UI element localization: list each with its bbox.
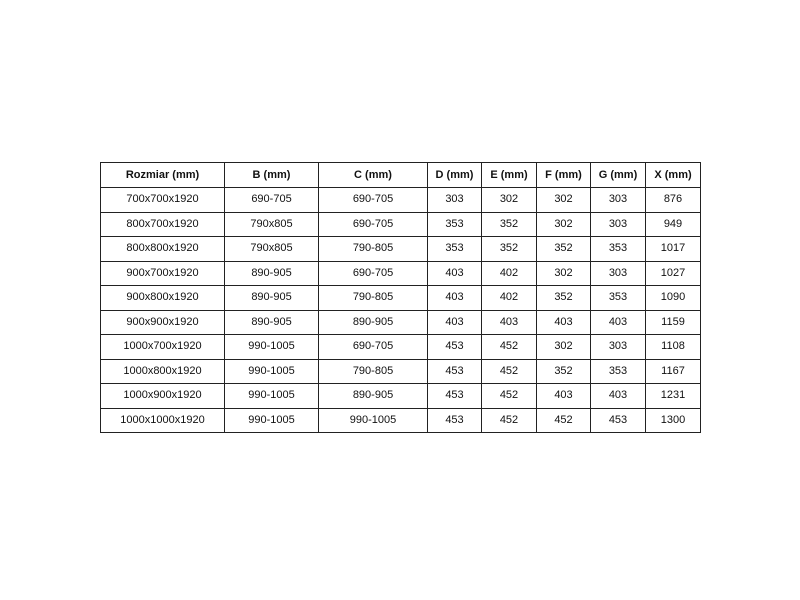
table-cell: 403 bbox=[591, 310, 646, 335]
table-cell: 876 bbox=[646, 188, 701, 213]
table-cell: 452 bbox=[482, 408, 537, 433]
table-row bbox=[101, 408, 701, 433]
table-cell: 890-905 bbox=[319, 310, 428, 335]
table-cell: 690-705 bbox=[319, 212, 428, 237]
table-cell: 1000x700x1920 bbox=[101, 335, 225, 360]
table-cell: 303 bbox=[591, 188, 646, 213]
header-cell-rozmiar: Rozmiar (mm) bbox=[101, 163, 225, 188]
table-cell: 890-905 bbox=[225, 286, 319, 311]
header-cell-b: B (mm) bbox=[225, 163, 319, 188]
table-cell: 453 bbox=[591, 408, 646, 433]
table-cell: 900x800x1920 bbox=[101, 286, 225, 311]
table-cell: 303 bbox=[591, 212, 646, 237]
header-cell-g: G (mm) bbox=[591, 163, 646, 188]
table-row bbox=[101, 212, 701, 237]
table-cell: 900x700x1920 bbox=[101, 261, 225, 286]
table-cell: 352 bbox=[537, 359, 591, 384]
table-row bbox=[101, 237, 701, 262]
table-cell: 890-905 bbox=[225, 310, 319, 335]
table-cell: 352 bbox=[482, 237, 537, 262]
header-row bbox=[101, 163, 701, 188]
table-cell: 453 bbox=[428, 359, 482, 384]
table-cell: 352 bbox=[482, 212, 537, 237]
table-cell: 453 bbox=[428, 335, 482, 360]
table-row bbox=[101, 335, 701, 360]
table-cell: 790x805 bbox=[225, 212, 319, 237]
table-cell: 302 bbox=[537, 188, 591, 213]
table-cell: 353 bbox=[428, 212, 482, 237]
table-cell: 403 bbox=[591, 384, 646, 409]
table-row bbox=[101, 188, 701, 213]
table-cell: 303 bbox=[428, 188, 482, 213]
table-cell: 900x900x1920 bbox=[101, 310, 225, 335]
table-cell: 1167 bbox=[646, 359, 701, 384]
dimensions-table-container bbox=[100, 162, 700, 433]
table-cell: 452 bbox=[482, 359, 537, 384]
table-cell: 452 bbox=[482, 335, 537, 360]
table-cell: 690-705 bbox=[225, 188, 319, 213]
table-cell: 990-1005 bbox=[225, 359, 319, 384]
table-row bbox=[101, 310, 701, 335]
table-cell: 403 bbox=[537, 310, 591, 335]
table-cell: 1017 bbox=[646, 237, 701, 262]
table-cell: 1231 bbox=[646, 384, 701, 409]
table-cell: 890-905 bbox=[319, 384, 428, 409]
table-cell: 353 bbox=[591, 286, 646, 311]
table-cell: 990-1005 bbox=[319, 408, 428, 433]
table-row bbox=[101, 359, 701, 384]
table-cell: 452 bbox=[482, 384, 537, 409]
table-cell: 790-805 bbox=[319, 237, 428, 262]
table-cell: 800x800x1920 bbox=[101, 237, 225, 262]
header-cell-d: D (mm) bbox=[428, 163, 482, 188]
table-cell: 302 bbox=[482, 188, 537, 213]
table-cell: 402 bbox=[482, 286, 537, 311]
table-cell: 1159 bbox=[646, 310, 701, 335]
table-cell: 302 bbox=[537, 261, 591, 286]
table-cell: 403 bbox=[482, 310, 537, 335]
table-cell: 403 bbox=[537, 384, 591, 409]
table-cell: 1300 bbox=[646, 408, 701, 433]
header-cell-x: X (mm) bbox=[646, 163, 701, 188]
table-cell: 452 bbox=[537, 408, 591, 433]
table-header bbox=[101, 163, 701, 188]
table-cell: 353 bbox=[428, 237, 482, 262]
table-cell: 453 bbox=[428, 384, 482, 409]
table-body bbox=[101, 188, 701, 433]
table-cell: 790-805 bbox=[319, 359, 428, 384]
table-row bbox=[101, 261, 701, 286]
table-cell: 403 bbox=[428, 310, 482, 335]
table-cell: 453 bbox=[428, 408, 482, 433]
table-cell: 1000x1000x1920 bbox=[101, 408, 225, 433]
table-row bbox=[101, 286, 701, 311]
header-cell-f: F (mm) bbox=[537, 163, 591, 188]
table-cell: 303 bbox=[591, 335, 646, 360]
table-cell: 949 bbox=[646, 212, 701, 237]
table-cell: 890-905 bbox=[225, 261, 319, 286]
table-cell: 403 bbox=[428, 261, 482, 286]
table-cell: 352 bbox=[537, 286, 591, 311]
table-cell: 790x805 bbox=[225, 237, 319, 262]
table-cell: 990-1005 bbox=[225, 335, 319, 360]
table-cell: 303 bbox=[591, 261, 646, 286]
header-cell-e: E (mm) bbox=[482, 163, 537, 188]
header-cell-c: C (mm) bbox=[319, 163, 428, 188]
table-cell: 403 bbox=[428, 286, 482, 311]
table-cell: 302 bbox=[537, 212, 591, 237]
table-cell: 1000x900x1920 bbox=[101, 384, 225, 409]
table-cell: 353 bbox=[591, 237, 646, 262]
table-cell: 1000x800x1920 bbox=[101, 359, 225, 384]
table-cell: 302 bbox=[537, 335, 591, 360]
dimensions-table bbox=[100, 162, 701, 433]
table-cell: 1027 bbox=[646, 261, 701, 286]
table-cell: 352 bbox=[537, 237, 591, 262]
table-cell: 353 bbox=[591, 359, 646, 384]
table-cell: 800x700x1920 bbox=[101, 212, 225, 237]
table-cell: 690-705 bbox=[319, 261, 428, 286]
table-row bbox=[101, 384, 701, 409]
table-cell: 690-705 bbox=[319, 188, 428, 213]
table-cell: 690-705 bbox=[319, 335, 428, 360]
table-cell: 402 bbox=[482, 261, 537, 286]
table-cell: 700x700x1920 bbox=[101, 188, 225, 213]
table-cell: 990-1005 bbox=[225, 384, 319, 409]
table-cell: 990-1005 bbox=[225, 408, 319, 433]
table-cell: 1108 bbox=[646, 335, 701, 360]
table-cell: 1090 bbox=[646, 286, 701, 311]
table-cell: 790-805 bbox=[319, 286, 428, 311]
